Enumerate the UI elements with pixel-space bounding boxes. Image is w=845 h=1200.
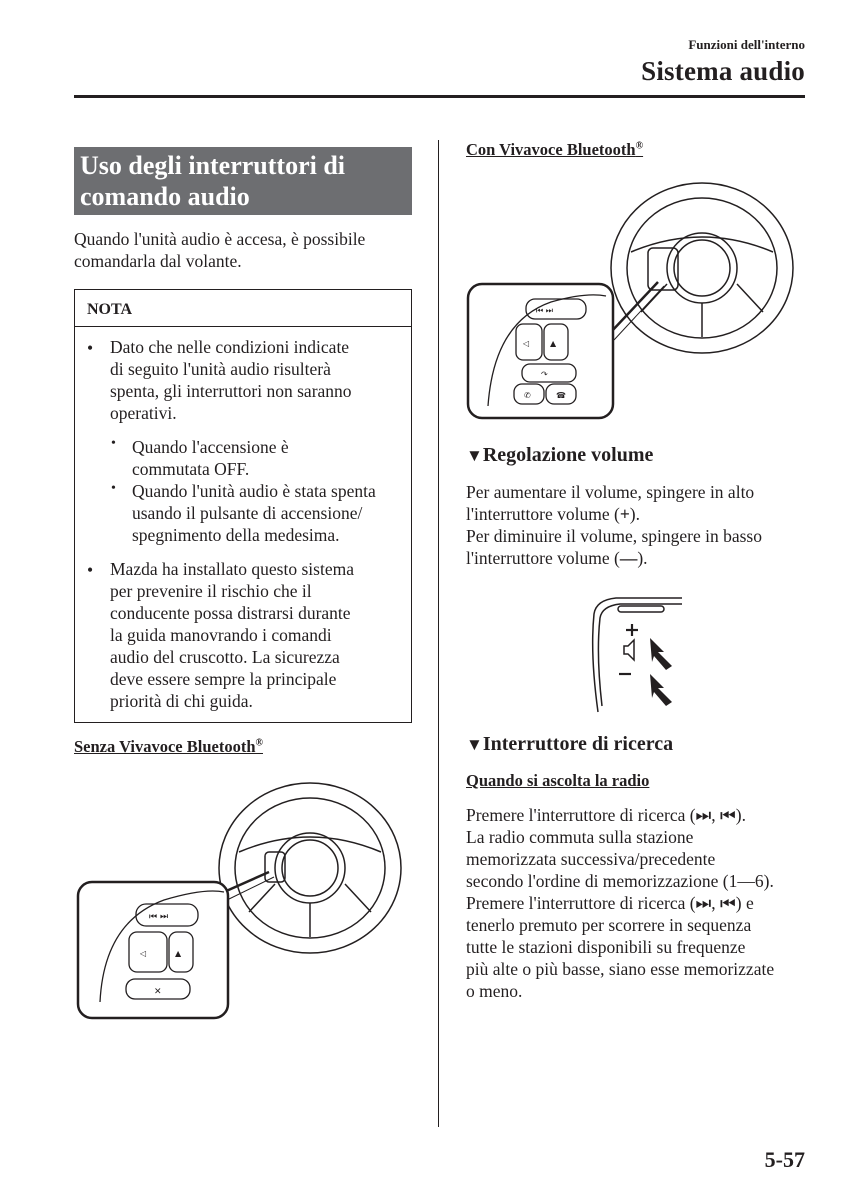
search-paragraph [466, 804, 811, 1002]
page-title: Sistema audio [641, 56, 805, 86]
sub-bullet-icon: • [111, 436, 116, 451]
text-line: l'interruttore volume (+). [466, 504, 640, 524]
svg-text:▲: ▲ [550, 339, 557, 348]
volume-paragraph [466, 481, 811, 569]
registered-mark: ® [255, 737, 263, 749]
search-heading [466, 733, 673, 756]
text-line: Per diminuire il volume, spingere in basso [466, 526, 762, 546]
text-line: Per aumentare il volume, spingere in alto [466, 482, 755, 502]
note-heading: NOTA [75, 290, 411, 327]
speaker-icon [624, 640, 634, 660]
section-header: Funzioni dell'interno [688, 37, 805, 52]
svg-text:✕: ✕ [154, 987, 162, 997]
with-bluetooth-subtitle [466, 140, 643, 160]
page-number: 5-57 [764, 1147, 805, 1172]
plus-icon: + [619, 504, 630, 524]
intro-line: comandarla dal volante. [74, 251, 242, 271]
volume-switch-illustration [586, 594, 696, 714]
note-line: Mazda ha installato questo sistema [110, 559, 354, 579]
text-line: secondo l'ordine di memorizzazione (1—6). [466, 871, 774, 891]
note-line: per prevenire il rischio che il [110, 581, 312, 601]
zoom-inset-frame [468, 284, 613, 418]
note-sub-bullet-1 [132, 436, 407, 480]
intro-paragraph [74, 228, 414, 272]
sub-bullet-icon: • [111, 481, 116, 496]
note-sub-bullet-2 [132, 480, 410, 546]
svg-text:⏮ ⏭: ⏮ ⏭ [149, 912, 169, 922]
steering-wheel-illustration-no-bt [74, 772, 424, 1022]
text-line: memorizzata successiva/precedente [466, 849, 716, 869]
note-line: Dato che nelle condizioni indicate [110, 337, 350, 357]
text-line: tenerlo premuto per scorrere in sequenza [466, 915, 752, 935]
text-line: Premere l'interruttore di ricerca (⏭, ⏮) e [466, 893, 754, 913]
heading-text: Regolazione volume [482, 444, 654, 466]
heading-text: Interruttore di ricerca [482, 733, 674, 755]
svg-text:▲: ▲ [175, 949, 182, 958]
note-line: deve essere sempre la principale [110, 669, 337, 689]
subtitle-text: Senza Vivavoce Bluetooth [74, 737, 256, 756]
note-line: conducente possa distrarsi durante [110, 603, 351, 623]
without-bluetooth-subtitle [74, 737, 263, 757]
note-line: Quando l'unità audio è stata spenta [132, 481, 376, 501]
steering-wheel-illustration-bt [466, 172, 806, 422]
bullet-icon: • [87, 338, 94, 358]
note-line: di seguito l'unità audio risulterà [110, 359, 331, 379]
text-line: Premere l'interruttore di ricerca (⏭, ⏮). [466, 805, 747, 825]
note-bullet-2 [110, 558, 410, 712]
volume-heading [466, 444, 653, 467]
triangle-marker-icon: ▼ [466, 446, 483, 465]
registered-mark: ® [635, 140, 644, 152]
text-line: l'interruttore volume (—). [466, 548, 648, 568]
svg-text:☎: ☎ [556, 391, 566, 400]
note-line: priorità di chi guida. [110, 691, 253, 711]
bullet-icon: • [87, 560, 94, 580]
text-line: più alte o più basse, siano esse memorizzate [466, 959, 775, 979]
section-title-line1: Uso degli interruttori di [80, 151, 346, 180]
svg-text:◁: ◁ [523, 339, 530, 348]
note-line: Quando l'accensione è [132, 437, 289, 457]
note-line: usando il pulsante di accensione/ [132, 503, 363, 523]
section-title-line2: comando audio [80, 182, 250, 211]
header-rule [74, 95, 805, 98]
svg-text:⏮ ⏭: ⏮ ⏭ [536, 306, 553, 315]
text-line: tutte le stazioni disponibili su frequenze [466, 937, 746, 957]
note-line: spenta, gli interruttori non saranno [110, 381, 352, 401]
arrow-down-icon [650, 674, 672, 706]
text-line: o meno. [466, 981, 523, 1001]
note-line: audio del cruscotto. La sicurezza [110, 647, 340, 667]
note-bullet-1 [110, 336, 410, 424]
note-line: operativi. [110, 403, 177, 423]
column-divider [438, 140, 439, 1127]
note-box [74, 289, 412, 723]
note-line: la guida manovrando i comandi [110, 625, 332, 645]
arrow-up-icon [650, 638, 672, 670]
minus-icon: — [619, 548, 638, 568]
svg-text:✆: ✆ [524, 391, 531, 400]
intro-line: Quando l'unità audio è accesa, è possibile [74, 229, 366, 249]
section-title-box [74, 147, 412, 215]
text-line: La radio commuta sulla stazione [466, 827, 694, 847]
radio-subtitle: Quando si ascolta la radio [466, 771, 650, 790]
svg-text:↷: ↷ [541, 370, 548, 379]
triangle-marker-icon: ▼ [466, 735, 483, 754]
subtitle-text: Con Vivavoce Bluetooth [466, 140, 636, 159]
note-line: spegnimento della medesima. [132, 525, 340, 545]
svg-text:◁: ◁ [140, 949, 147, 958]
note-line: commutata OFF. [132, 459, 250, 479]
